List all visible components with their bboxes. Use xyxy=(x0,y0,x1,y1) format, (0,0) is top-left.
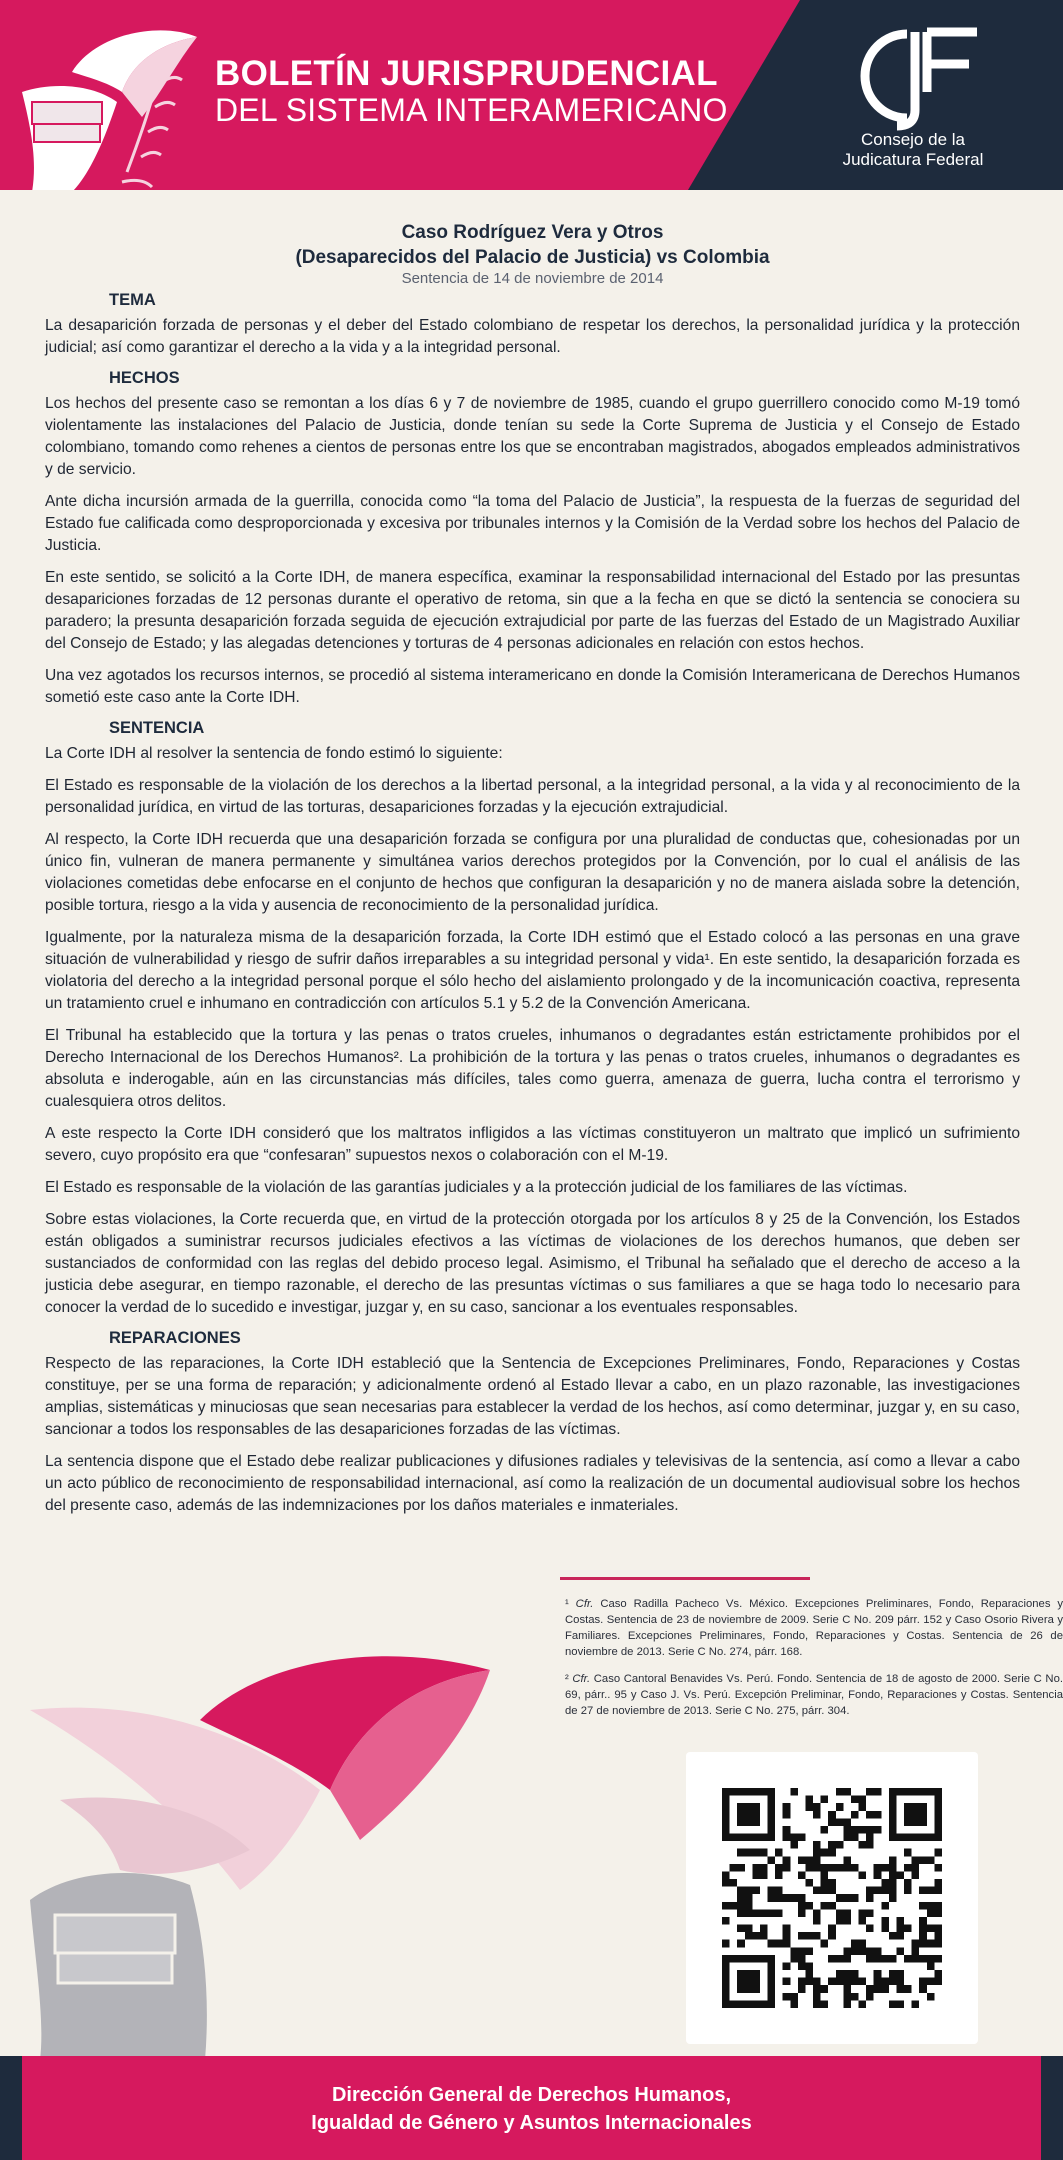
cjf-caption-line1: Consejo de la xyxy=(861,130,965,149)
footnote-text: Caso Radilla Pacheco Vs. México. Excepciones Preliminares, Fondo, Reparaciones y Costas. Sentencia de 23 de noviembre de 2009. Serie C No. 209 párr. 152 y Caso Osorio Rivera y Familiares. Excepciones Preliminares, Fondo, Reparaciones y Costas. Sentencia de 26 de noviembre de 2013. Serie C No. 274, párr. 168. xyxy=(565,1598,1063,1658)
paragraph: El Estado es responsable de la violación de los derechos a la libertad personal, a la integridad personal, a la vida y al reconocimiento de la personalidad jurídica, en virtud de las torturas, desapariciones forzadas y la ejecución extrajudicial. xyxy=(45,777,1020,816)
section-heading-tema: TEMA xyxy=(109,291,156,309)
footnote-divider xyxy=(560,1577,810,1580)
footnote-text: Caso Cantoral Benavides Vs. Perú. Fondo. Sentencia de 18 de agosto de 2000. Serie C No. 69, párr.. 95 y Caso J. Vs. Perú. Excepción Preliminar, Fondo, Reparaciones y Costas. Sentencia de 27 de noviembre de 2013. Serie C No. 275, párr. 304. xyxy=(565,1673,1063,1717)
section-heading-sentencia: SENTENCIA xyxy=(109,719,205,737)
paragraph: A este respecto la Corte IDH consideró que los maltratos infligidos a las víctimas constituyeron un maltrato que implicó un sufrimiento severo, cuyo propósito era que “confesaran” supuestos nexos o colaboración con el M-19. xyxy=(45,1125,1020,1164)
footnote-mark: ² xyxy=(565,1673,569,1685)
paragraph: Los hechos del presente caso se remontan a los días 6 y 7 de noviembre de 1985, cuando el grupo guerrillero conocido como M-19 tomó violentamente las instalaciones del Palacio de Justicia, donde tenían su sede la Corte Suprema de Justicia y el Consejo de Estado colombiano, tomando como rehenes a cientos de personas entre los que se encontraban magistrados, abogados empleados administrativos y de servicio. xyxy=(45,395,1020,478)
footnote-2 xyxy=(565,1671,1063,1719)
footer-line1: Dirección General de Derechos Humanos, xyxy=(331,2084,732,2106)
footnotes xyxy=(565,1596,1063,1730)
bulletin-subtitle: DEL SISTEMA INTERAMERICANO xyxy=(215,92,728,128)
paragraph: Ante dicha incursión armada de la guerrilla, conocida como “la toma del Palacio de Justicia”, la respuesta de la fuerzas de seguridad del Estado fue calificada como desproporcionada y excesiva por tribunales internos y la Comisión de la Verdad sobre los hechos del Palacio de Justicia. xyxy=(45,493,1020,554)
footnote-cfr: Cfr. xyxy=(575,1598,594,1610)
footnote-1 xyxy=(565,1596,1063,1660)
fist-dove-emblem-icon xyxy=(12,22,202,190)
case-date: Sentencia de 14 de noviembre de 2014 xyxy=(401,270,664,287)
paragraph: Igualmente, por la naturaleza misma de la desaparición forzada, la Corte IDH estimó que el Estado colocó a las personas en una grave situación de vulnerabilidad y riesgo de sufrir daños irreparables a su integridad personal y vida¹. En este sentido, la desaparición forzada es violatoria del derecho a la integridad personal porque el sólo hecho del aislamiento prolongado y de la incomunicación coactiva, representa un tratamiento cruel e inhumano en contradicción con artículos 5.1 y 5.2 de la Convención Americana. xyxy=(45,929,1020,1012)
paragraph: La sentencia dispone que el Estado debe realizar publicaciones y difusiones radiales y televisivas de la sentencia, así como a llevar a cabo un acto público de reconocimiento de responsabilidad internacional, así como la realización de un documental audiovisual sobre los hechos del presente caso, además de las indemnizaciones por los daños materiales e inmateriales. xyxy=(45,1453,1020,1514)
cjf-caption-line2: Judicatura Federal xyxy=(842,150,984,169)
footnote-cfr: Cfr. xyxy=(572,1673,591,1685)
paragraph: Respecto de las reparaciones, la Corte IDH estableció que la Sentencia de Excepciones Preliminares, Fondo, Reparaciones y Costas constituye, per se una forma de reparación; y adicionalmente ordenó al Estado llevar a cabo, en un plazo razonable, las investigaciones amplias, sistemáticas y minuciosas que sean necesarias para establecer la verdad de los hechos, así como determinar, juzgar y, en su caso, sancionar a todos los responsables de las desapariciones forzadas de las víctimas. xyxy=(45,1355,1020,1438)
header-banner xyxy=(0,0,1063,190)
paragraph: El Tribunal ha establecido que la tortura y las penas o tratos crueles, inhumanos o degradantes están estrictamente prohibidos por el Derecho Internacional de los Derechos Humanos². La prohibición de la tortura y las penas o tratos crueles, inhumanos o degradantes es absoluta e inderogable, aún en las circunstancias más difíciles, tales como guerra, amenaza de guerra, lucha contra el terrorismo y cualesquiera otros delitos. xyxy=(45,1027,1020,1110)
footnote-mark: ¹ xyxy=(565,1598,569,1610)
case-title-line1: Caso Rodríguez Vera y Otros xyxy=(401,222,664,243)
qr-code-icon[interactable] xyxy=(722,1788,942,2008)
section-heading-hechos: HECHOS xyxy=(109,369,180,387)
fist-dove-watermark-icon xyxy=(0,1640,520,2060)
case-title xyxy=(45,220,1020,270)
paragraph: Sobre estas violaciones, la Corte recuerda que, en virtud de la protección otorgada por los artículos 8 y 25 de la Convención, los Estados están obligados a suministrar recursos judiciales efectivos a las víctimas de violaciones de los derechos humanos, que deben ser sustanciados de conformidad con las reglas del debido proceso legal. Asimismo, el Tribunal ha señalado que el derecho de acceso a la justicia debe asegurar, en tiempo razonable, el derecho de las presuntas víctimas o sus familiares a que se haga todo lo necesario para conocer la verdad de lo sucedido e investigar, juzgar y, en su caso, sancionar a los eventuales responsables. xyxy=(45,1211,1020,1316)
paragraph: En este sentido, se solicitó a la Corte IDH, de manera específica, examinar la responsabilidad internacional del Estado por las presuntas desapariciones forzadas de 12 personas durante el operativo de retoma, sin que a la fecha en que se dictó la sentencia se conociera su paradero; la presunta desaparición forzada seguida de ejecución extrajudicial por parte de las fuerzas del Estado de un Magistrado Auxiliar del Consejo de Estado; y las alegadas detenciones y torturas de 4 personas adicionales en relación con estos hechos. xyxy=(45,569,1020,652)
footer-banner xyxy=(0,2056,1063,2160)
qr-code-card[interactable] xyxy=(686,1752,978,2044)
footer-line2: Igualdad de Género y Asuntos Internacionales xyxy=(311,2112,752,2134)
bulletin-title: BOLETÍN JURISPRUDENCIAL xyxy=(215,54,718,93)
cjf-caption xyxy=(808,130,1018,170)
paragraph: La desaparición forzada de personas y el deber del Estado colombiano de respetar los derechos, la personalidad jurídica y la protección judicial; así como garantizar el derecho a la vida y a la integridad personal. xyxy=(45,317,1020,356)
footer-department xyxy=(0,2081,1063,2137)
case-title-line2: (Desaparecidos del Palacio de Justicia) vs Colombia xyxy=(295,247,770,268)
paragraph: Al respecto, la Corte IDH recuerda que una desaparición forzada se configura por una pluralidad de conductas que, cohesionadas por un único fin, vulneran de manera permanente y simultánea varios derechos protegidos por la Convención, por lo cual el análisis de las violaciones cometidas debe enfocarse en el conjunto de hechos que configuran la desaparición y no de manera aislada sobre la detención, posible tortura, riesgo a la vida y ausencia de reconocimiento de la personalidad jurídica. xyxy=(45,831,1020,914)
paragraph: Una vez agotados los recursos internos, se procedió al sistema interamericano en donde la Comisión Interamericana de Derechos Humanos sometió este caso ante la Corte IDH. xyxy=(45,667,1020,706)
paragraph: El Estado es responsable de la violación de las garantías judiciales y a la protección judicial de los familiares de las víctimas. xyxy=(45,1179,908,1196)
bulletin-body xyxy=(45,220,1020,1527)
section-heading-reparaciones: REPARACIONES xyxy=(109,1329,241,1347)
paragraph: La Corte IDH al resolver la sentencia de fondo estimó lo siguiente: xyxy=(45,745,503,762)
cjf-logo-icon xyxy=(845,22,985,132)
